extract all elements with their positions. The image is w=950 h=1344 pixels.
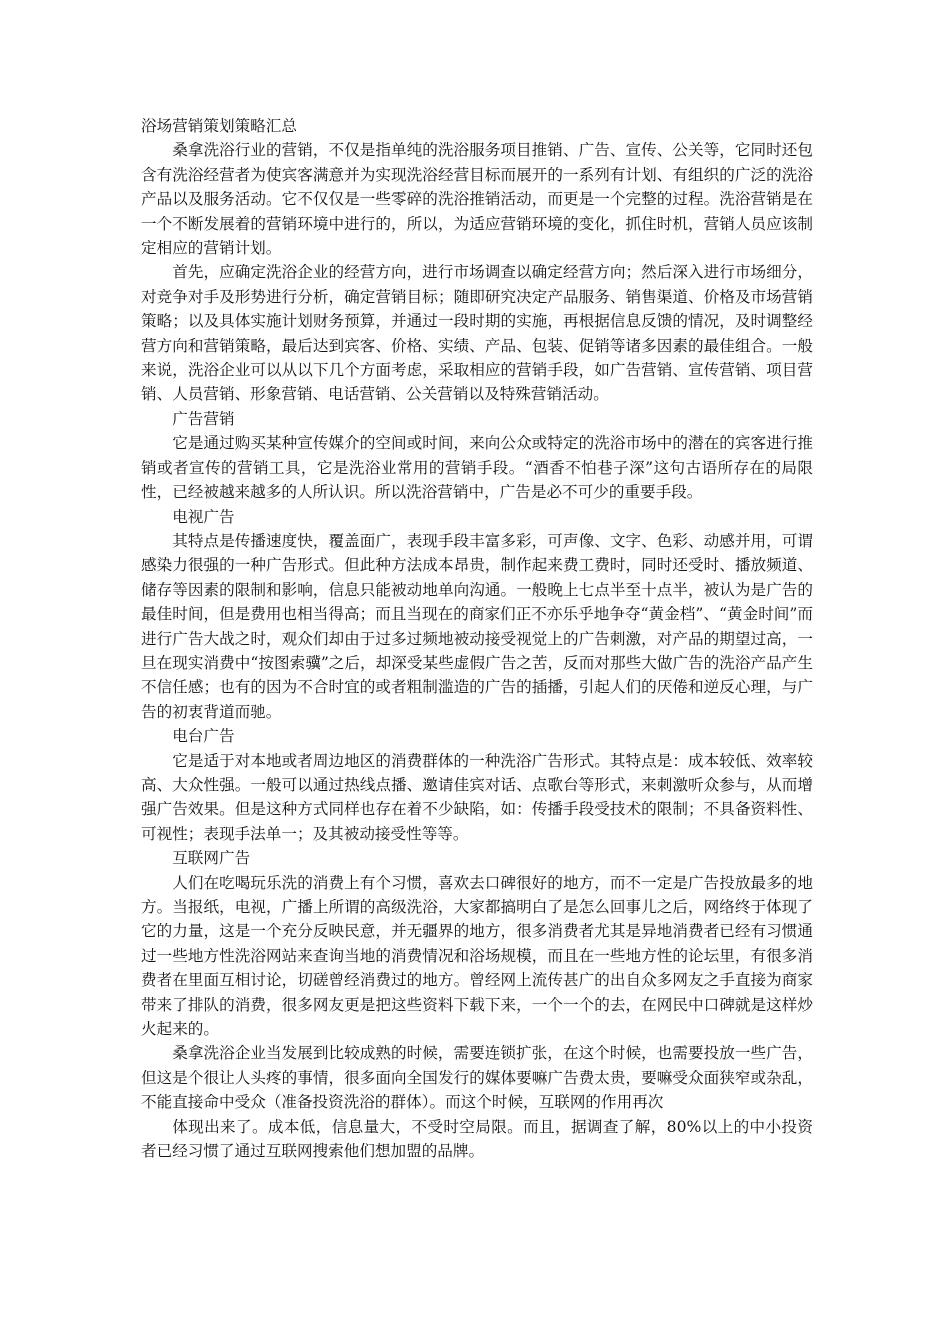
paragraph-expansion: 桑拿洗浴企业当发展到比较成熟的时候，需要连锁扩张，在这个时候，也需要投放一些广告，但这是个很让人头疼的事情，很多面向全国发行的媒体要嘛广告费太贵，要嘛受众面狭窄或杂乱，不能直接命中受众（准备投资洗浴的群体）。而这个时候，互联网的作用再次 <box>141 1044 813 1112</box>
paragraph-radio: 它是适于对本地或者周边地区的消费群体的一种洗浴广告形式。其特点是：成本较低、效率较高、大众性强。一般可以通过热线点播、邀请佳宾对话、点歌台等形式，来刺激听众参与，从而增强广告效果。但是这种方式同样也存在着不少缺陷，如：传播手段受技术的限制；不具备资料性、可视性；表现手法单一；及其被动接受性等等。 <box>141 751 813 843</box>
paragraph-strategy: 首先，应确定洗浴企业的经营方向，进行市场调查以确定经营方向；然后深入进行市场细分，对竞争对手及形势进行分析，确定营销目标；随即研究决定产品服务、销售渠道、价格及市场营销策略；以及具体实施计划财务预算，并通过一段时期的实施，再根据信息反馈的情况，及时调整经营方向和营销策略，最后达到宾客、价格、实绩、产品、包装、促销等诸多因素的最佳组合。一般来说，洗浴企业可以从以下几个方面考虑，采取相应的营销手段，如广告营销、宣传营销、项目营销、人员营销、形象营销、电话营销、公关营销以及特殊营销活动。 <box>141 263 813 404</box>
paragraph-tv: 其特点是传播速度快，覆盖面广，表现手段丰富多彩，可声像、文字、色彩、动感并用，可谓感染力很强的一种广告形式。但此种方法成本昂贵，制作起来费工费时，同时还受时、播放频道、储存等因素的限制和影响，信息只能被动地单向沟通。一般晚上七点半至十点半，被认为是广告的最佳时间，但是费用也相当得高；而且当现在的商家们正不亦乐乎地争夺“黄金档”、“黄金时间”而进行广告大战之时，观众们却由于过多过频地被动接受视觉上的广告刺激，对产品的期望过高，一旦在现实消费中“按图索骥”之后，却深受某些虚假广告之苦，反而对那些大做广告的洗浴产品产生不信任感；也有的因为不合时宜的或者粗制滥造的广告的插播，引起人们的厌倦和逆反心理，与广告的初衷背道而驰。 <box>141 531 813 721</box>
paragraph-advertising: 它是通过购买某种宣传媒介的空间或时间，来向公众或特定的洗浴市场中的潜在的宾客进行推销或者宣传的营销工具，它是洗浴业常用的营销手段。“酒香不怕巷子深”这句古语所存在的局限性，已经被越来越多的人所认识。所以洗浴营销中，广告是必不可少的重要手段。 <box>141 434 813 502</box>
paragraph-internet: 人们在吃喝玩乐洗的消费上有个习惯，喜欢去口碑很好的地方，而不一定是广告投放最多的地方。当报纸，电视，广播上所谓的高级洗浴，大家都搞明白了是怎么回事儿之后，网络终于体现了它的力量，这是一个充分反映民意，并无疆界的地方，很多消费者尤其是异地消费者已经有习惯通过一些地方性洗浴网站来查询当地的消费情况和浴场规模，而且在一些地方性的论坛里，有很多消费者在里面互相讨论，切磋曾经消费过的地方。曾经网上流传甚广的出自众多网友之手直接为商家带来了排队的消费，很多网友更是把这些资料下载下来，一个一个的去，在网民中口碑就是这样炒火起来的。 <box>141 873 813 1039</box>
document-page <box>141 114 813 1163</box>
paragraph-intro: 桑拿洗浴行业的营销，不仅是指单纯的洗浴服务项目推销、广告、宣传、公关等，它同时还包含有洗浴经营者为使宾客满意并为实现洗浴经营目标而展开的一系列有计划、有组织的广泛的洗浴产品以及服务活动。它不仅仅是一些零碎的洗浴推销活动，而更是一个完整的过程。洗浴营销是在一个不断发展着的营销环境中进行的，所以，为适应营销环境的变化，抓住时机，营销人员应该制定相应的营销计划。 <box>141 141 813 258</box>
section-heading-radio: 电台广告 <box>172 727 235 746</box>
paragraph-expansion-continued: 体现出来了。成本低，信息量大，不受时空局限。而且，据调查了解，80%以上的中小投资者已经习惯了通过互联网搜索他们想加盟的品牌。 <box>141 1117 813 1161</box>
section-heading-advertising: 广告营销 <box>172 409 235 428</box>
section-heading-internet: 互联网广告 <box>172 849 251 868</box>
document-title: 浴场营销策划策略汇总 <box>141 117 297 135</box>
section-heading-tv: 电视广告 <box>172 507 235 526</box>
